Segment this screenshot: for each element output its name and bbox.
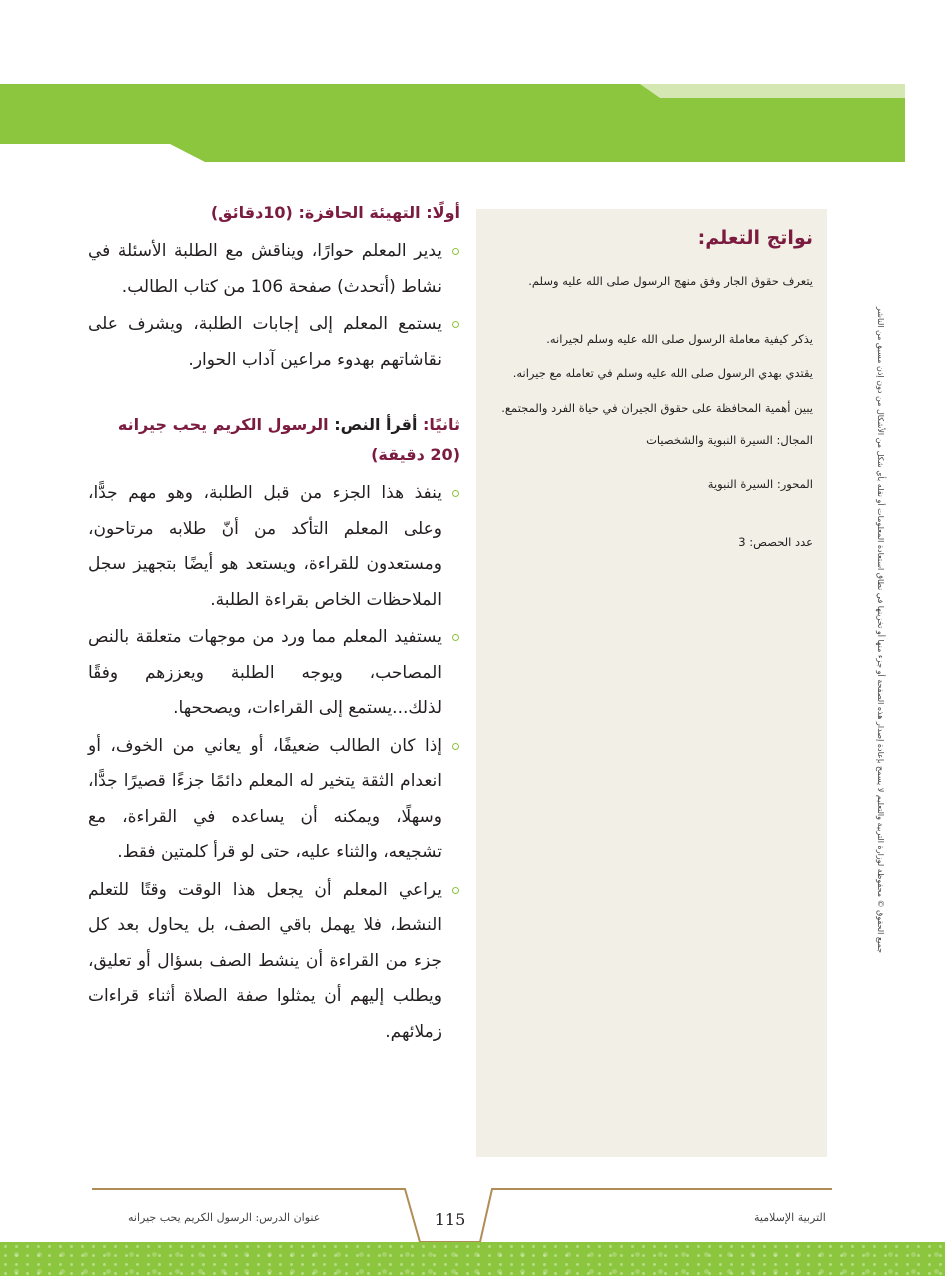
list-item: يستفيد المعلم مما ورد من موجهات متعلقة بالنص المصاحب، ويوجه الطلبة ويعززهم وفقًا لذلك...يستمع إلى القراءات، ويصححها. <box>88 620 460 727</box>
bottom-pattern-band <box>0 1242 945 1276</box>
list-item: ينفذ هذا الجزء من قبل الطلبة، وهو مهم جدًّا، وعلى المعلم التأكد من أنّ طلابه مرتاحون، ومستعدون للقراءة، ويستعد هو أيضًا بتجهيز سجل الملاحظات الخاص بقراءة الطلبة. <box>88 476 460 618</box>
list-item: يستمع المعلم إلى إجابات الطلبة، ويشرف على نقاشاتهم بهدوء مراعين آداب الحوار. <box>88 307 460 378</box>
section-1-heading: التهيئة الحافزة: <box>298 203 421 222</box>
section-2-duration: (20 دقيقة) <box>371 445 460 464</box>
outcome-item: يتعرف حقوق الجار وفق منهج الرسول صلى الله عليه وسلم. <box>528 274 813 288</box>
list-item: إذا كان الطالب ضعيفًا، أو يعاني من الخوف، أو انعدام الثقة يتخير له المعلم دائمًا جزءًا قصيرًا جدًّا، وسهلًا، ويمكنه أن يساعده في القراءة، مع تشجيعه، والثناء عليه، حتى لو قرأ كلمتين فقط. <box>88 729 460 871</box>
section-2-prefix: ثانيًا: <box>423 415 460 434</box>
outcome-item: يقتدي بهدي الرسول صلى الله عليه وسلم في تعامله مع جيرانه. <box>512 366 813 380</box>
section-2-heading: الرسول الكريم يحب جيرانه <box>117 415 329 434</box>
section-1-prefix: أولًا: <box>426 203 460 222</box>
outcome-item: يبين أهمية المحافظة على حقوق الجيران في حياة الفرد والمجتمع. <box>501 401 813 415</box>
list-item: يراعي المعلم أن يجعل هذا الوقت وقتًا للتعلم النشط، فلا يهمل باقي الصف، بل يحاول بعد كل جزء من القراءة أن ينشط الصف بسؤال أو تعليق، ويطلب إليهم أن يمثلوا صفة الصلاة أثناء قراءات زملائهم. <box>88 873 460 1051</box>
section-2-title <box>88 410 460 470</box>
axis-label: المحور: السيرة النبوية <box>707 477 813 491</box>
learning-outcomes-panel <box>476 209 827 1157</box>
footer-subject: التربية الإسلامية <box>754 1211 826 1224</box>
page-number: 115 <box>434 1210 466 1229</box>
section-2-subheading: أقرأ النص: <box>334 415 418 434</box>
sessions-count: عدد الحصص: 3 <box>738 535 813 549</box>
section-1-title <box>88 198 460 228</box>
header-banner <box>0 84 905 162</box>
footer-lesson-title: عنوان الدرس: الرسول الكريم يحب جيرانه <box>128 1211 321 1224</box>
lesson-procedure <box>88 198 460 1052</box>
copyright-notice: جميع الحقوق © محفوظة لوزارة التربية والتعليم لا يسمح بإعادة إصدار هذه الصفحة أو جزء منها أو تخزينها في نطاق استعادة المعلومات أو نقله بأي شكل من الأشكال من دون إذن مسبق من الناشر <box>876 306 885 954</box>
section-2-list <box>88 476 460 1050</box>
domain-label: المجال: السيرة النبوية والشخصيات <box>646 433 813 447</box>
outcome-item: يذكر كيفية معاملة الرسول صلى الله عليه وسلم لجيرانه. <box>546 332 813 346</box>
section-1-list <box>88 234 460 378</box>
list-item: يدير المعلم حوارًا، ويناقش مع الطلبة الأسئلة في نشاط (أتحدث) صفحة 106 من كتاب الطالب. <box>88 234 460 305</box>
panel-title: نواتج التعلم: <box>697 227 813 249</box>
section-1-duration: (10دقائق) <box>210 203 293 222</box>
